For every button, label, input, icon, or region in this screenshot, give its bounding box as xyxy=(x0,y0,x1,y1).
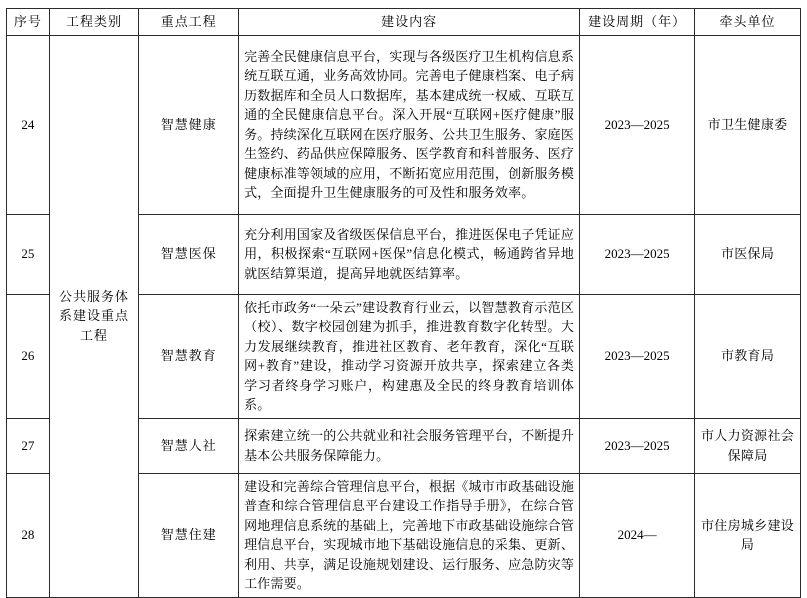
cell-lead-unit: 市住房城乡建设局 xyxy=(695,473,801,597)
table-row xyxy=(7,35,801,214)
cell-period: 2024— xyxy=(580,473,695,597)
key-projects-table xyxy=(6,8,801,598)
column-header-content: 建设内容 xyxy=(239,9,580,36)
cell-content: 完善全民健康信息平台，实现与各级医疗卫生机构信息系统互联互通，业务高效协同。完善电子健康档案、电子病历数据库和全员人口数据库，基本建成统一权威、互联互通的全民健康信息平台。深入开展“互联网+医疗健康”服务。持续深化互联网在医疗服务、公共卫生服务、家庭医生签约、药品供应保障服务、医学教育和科普服务、医疗健康标准等领域的应用，不断拓宽应用范围，创新服务模式，全面提升卫生健康服务的可及性和服务效率。 xyxy=(239,35,580,214)
cell-seq: 27 xyxy=(7,418,50,473)
cell-period: 2023—2025 xyxy=(580,35,695,214)
table-header-row xyxy=(7,9,801,36)
cell-content: 建设和完善综合管理信息平台，根据《城市市政基础设施普查和综合管理信息平台建设工作指导手册》，在综合管网地理信息系统的基础上，完善地下市政基础设施综合管理信息平台，实现城市地下基础设施信息的采集、更新、利用、共享，满足设施规划建设、运行服务、应急防灾等工作需要。 xyxy=(239,473,580,597)
cell-seq: 26 xyxy=(7,294,50,418)
table-header xyxy=(7,9,801,36)
cell-period: 2023—2025 xyxy=(580,418,695,473)
cell-project: 智慧健康 xyxy=(139,35,239,214)
cell-period: 2023—2025 xyxy=(580,294,695,418)
cell-project: 智慧人社 xyxy=(139,418,239,473)
cell-seq: 28 xyxy=(7,473,50,597)
column-header-project: 重点工程 xyxy=(139,9,239,36)
column-header-category: 工程类别 xyxy=(49,9,139,36)
column-header-lead-unit: 牵头单位 xyxy=(695,9,801,36)
cell-category: 公共服务体系建设重点工程 xyxy=(49,35,139,597)
cell-content: 探索建立统一的公共就业和社会服务管理平台，不断提升基本公共服务保障能力。 xyxy=(239,418,580,473)
cell-period: 2023—2025 xyxy=(580,214,695,294)
cell-seq: 25 xyxy=(7,214,50,294)
cell-lead-unit: 市卫生健康委 xyxy=(695,35,801,214)
column-header-period: 建设周期（年） xyxy=(580,9,695,36)
cell-seq: 24 xyxy=(7,35,50,214)
cell-lead-unit: 市教育局 xyxy=(695,294,801,418)
cell-content: 充分利用国家及省级医保信息平台，推进医保电子凭证应用，积极探索“互联网+医保”信息化模式，畅通跨省异地就医结算渠道，提高异地就医结算率。 xyxy=(239,214,580,294)
cell-lead-unit: 市医保局 xyxy=(695,214,801,294)
cell-project: 智慧教育 xyxy=(139,294,239,418)
table-body xyxy=(7,35,801,597)
cell-project: 智慧住建 xyxy=(139,473,239,597)
cell-lead-unit: 市人力资源社会保障局 xyxy=(695,418,801,473)
cell-project: 智慧医保 xyxy=(139,214,239,294)
column-header-seq: 序号 xyxy=(7,9,50,36)
cell-content: 依托市政务“一朵云”建设教育行业云，以智慧教育示范区（校）、数字校园创建为抓手，推进教育数字化转型。大力发展继续教育，推进社区教育、老年教育，深化“互联网+教育”建设，推动学习资源开放共享，探索建立各类学习者终身学习账户，构建惠及全民的终身教育培训体系。 xyxy=(239,294,580,418)
